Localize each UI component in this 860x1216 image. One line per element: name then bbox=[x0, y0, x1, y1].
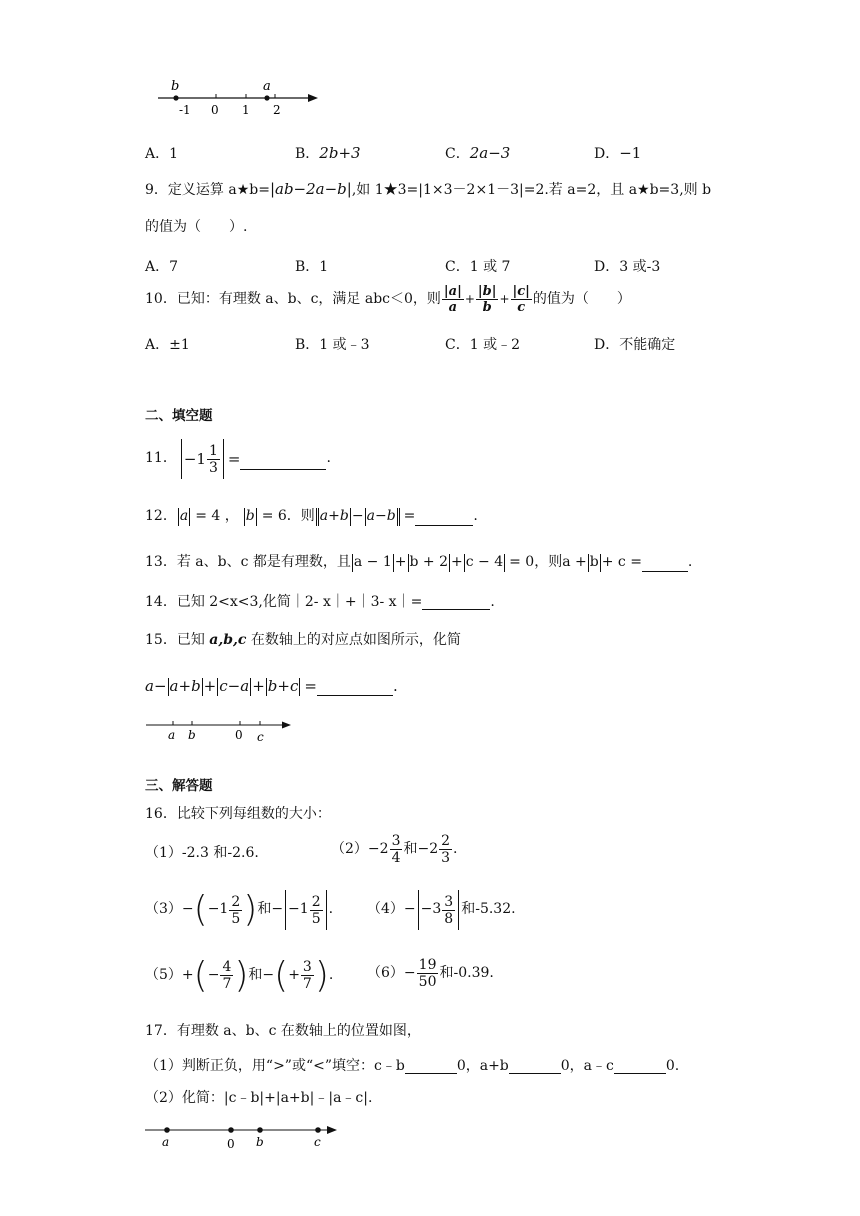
q17-blank-2[interactable] bbox=[509, 1057, 561, 1074]
q17-label-a: a bbox=[162, 1135, 170, 1149]
q17-title: 17．有理数 a、b、c 在数轴上的位置如图， bbox=[145, 1023, 421, 1039]
q15-stem: 15．已知 a,b,c 在数轴上的对应点如图所示，化简 bbox=[145, 632, 461, 648]
q9-option-c[interactable]: C．1 或 7 bbox=[445, 259, 511, 275]
q16-part1: （1）-2.3 和-2.6. bbox=[145, 845, 259, 861]
q15-answer-blank[interactable] bbox=[317, 677, 393, 696]
q12: 12． a = 4 ， b = 6 ．则 a + b − a − b = . bbox=[145, 507, 478, 526]
q10-option-b[interactable]: B．1 或﹣3 bbox=[295, 337, 370, 353]
q12-answer-blank[interactable] bbox=[415, 507, 473, 526]
q17-blank-3[interactable] bbox=[614, 1057, 666, 1074]
q16-part6: （6） − $\frac{19}{50}$ 和-0.39. bbox=[367, 957, 494, 990]
q15-expression: a − a + b + c − a + b + c = . bbox=[145, 677, 398, 696]
q8-option-b[interactable]: B．2b+3 bbox=[295, 144, 361, 162]
q17-label-c: c bbox=[314, 1135, 321, 1149]
q16-part3: （3） − ( −1 $\frac{2}{5}$ ) 和 − −1 $\frac{2}{5}$ . bbox=[145, 889, 334, 931]
q8-label-b: b bbox=[171, 79, 180, 94]
q16-part4: （4） − −3 $\frac{3}{8}$ 和-5.32. bbox=[367, 890, 516, 930]
q10-option-c[interactable]: C．1 或﹣2 bbox=[445, 337, 520, 353]
q15-label-a: a bbox=[168, 728, 176, 742]
q17-label-0: 0 bbox=[227, 1137, 235, 1151]
q15-label-b: b bbox=[188, 728, 196, 742]
q9-option-d[interactable]: D．3 或-3 bbox=[594, 259, 661, 275]
q13: 13．若 a、b、c 都是有理数，且 a − 1 + b + 2 + c − 4 = 0 ，则 a + b + c = . bbox=[145, 553, 692, 572]
q8-number-line bbox=[150, 76, 325, 118]
q8-tick-1: 1 bbox=[242, 103, 250, 117]
q8-tick-2: 2 bbox=[273, 103, 281, 117]
q9-stem-line2: 的值为（ ）. bbox=[145, 219, 248, 235]
q13-answer-blank[interactable] bbox=[642, 553, 688, 572]
q9-stem-line1: 9．定义运算 a★b=|ab−2a−b|,如 1★3=|1×3－2×1－3|=2.若 a=2，且 a★b=3,则 b bbox=[145, 180, 712, 198]
q15-label-c: c bbox=[257, 730, 264, 744]
q17-part1: （1）判断正负，用“>”或“<”填空：c﹣b 0，a+b 0，a﹣c 0. bbox=[145, 1057, 680, 1074]
q8-tick-0: 0 bbox=[211, 103, 219, 117]
q17-number-line bbox=[143, 1120, 343, 1152]
q15-number-line bbox=[143, 714, 293, 744]
q17-part2: （2）化简：|c﹣b|+|a+b|﹣|a﹣c|. bbox=[145, 1090, 373, 1106]
section-answer-heading: 三、解答题 bbox=[145, 778, 213, 794]
q16-title: 16．比较下列每组数的大小： bbox=[145, 806, 331, 822]
q17-label-b: b bbox=[256, 1135, 264, 1149]
q8-label-a: a bbox=[263, 79, 271, 94]
q8-option-a[interactable]: A．1 bbox=[145, 146, 179, 162]
q10-option-d[interactable]: D．不能确定 bbox=[594, 337, 676, 353]
q11: 11． −1 $\frac{1}{3}$ = . bbox=[145, 439, 331, 479]
q10-option-a[interactable]: A．±1 bbox=[145, 337, 190, 353]
q10-stem: 10．已知：有理数 a、b、c，满足 abc＜0，则 $\frac{|a|}{a}$ + $\frac{|b|}{b}$ + $\frac{|c|}{c}$ 的值为（ ） bbox=[145, 284, 631, 315]
q16-part2: （2） −2 $\frac{3}{4}$ 和 −2 $\frac{2}{3}$ . bbox=[331, 833, 458, 866]
section-fill-in-heading: 二、填空题 bbox=[145, 408, 213, 424]
q17-blank-1[interactable] bbox=[405, 1057, 457, 1074]
q14: 14．已知 2<x<3,化简｜2- x｜+｜3- x｜= . bbox=[145, 593, 495, 610]
q16-part5: （5） + ( − $\frac{4}{7}$ ) 和 − ( + $\frac{3}{7}$ ) . bbox=[145, 955, 334, 996]
q8-option-d[interactable]: D．−1 bbox=[594, 144, 642, 162]
q15-label-0: 0 bbox=[235, 728, 243, 742]
q9-option-b[interactable]: B．1 bbox=[295, 259, 329, 275]
q14-answer-blank[interactable] bbox=[422, 593, 490, 610]
q8-option-c[interactable]: C．2a−3 bbox=[445, 144, 511, 162]
q11-answer-blank[interactable] bbox=[240, 449, 326, 470]
q9-option-a[interactable]: A．7 bbox=[145, 259, 179, 275]
q8-tick-neg1: -1 bbox=[179, 103, 191, 117]
